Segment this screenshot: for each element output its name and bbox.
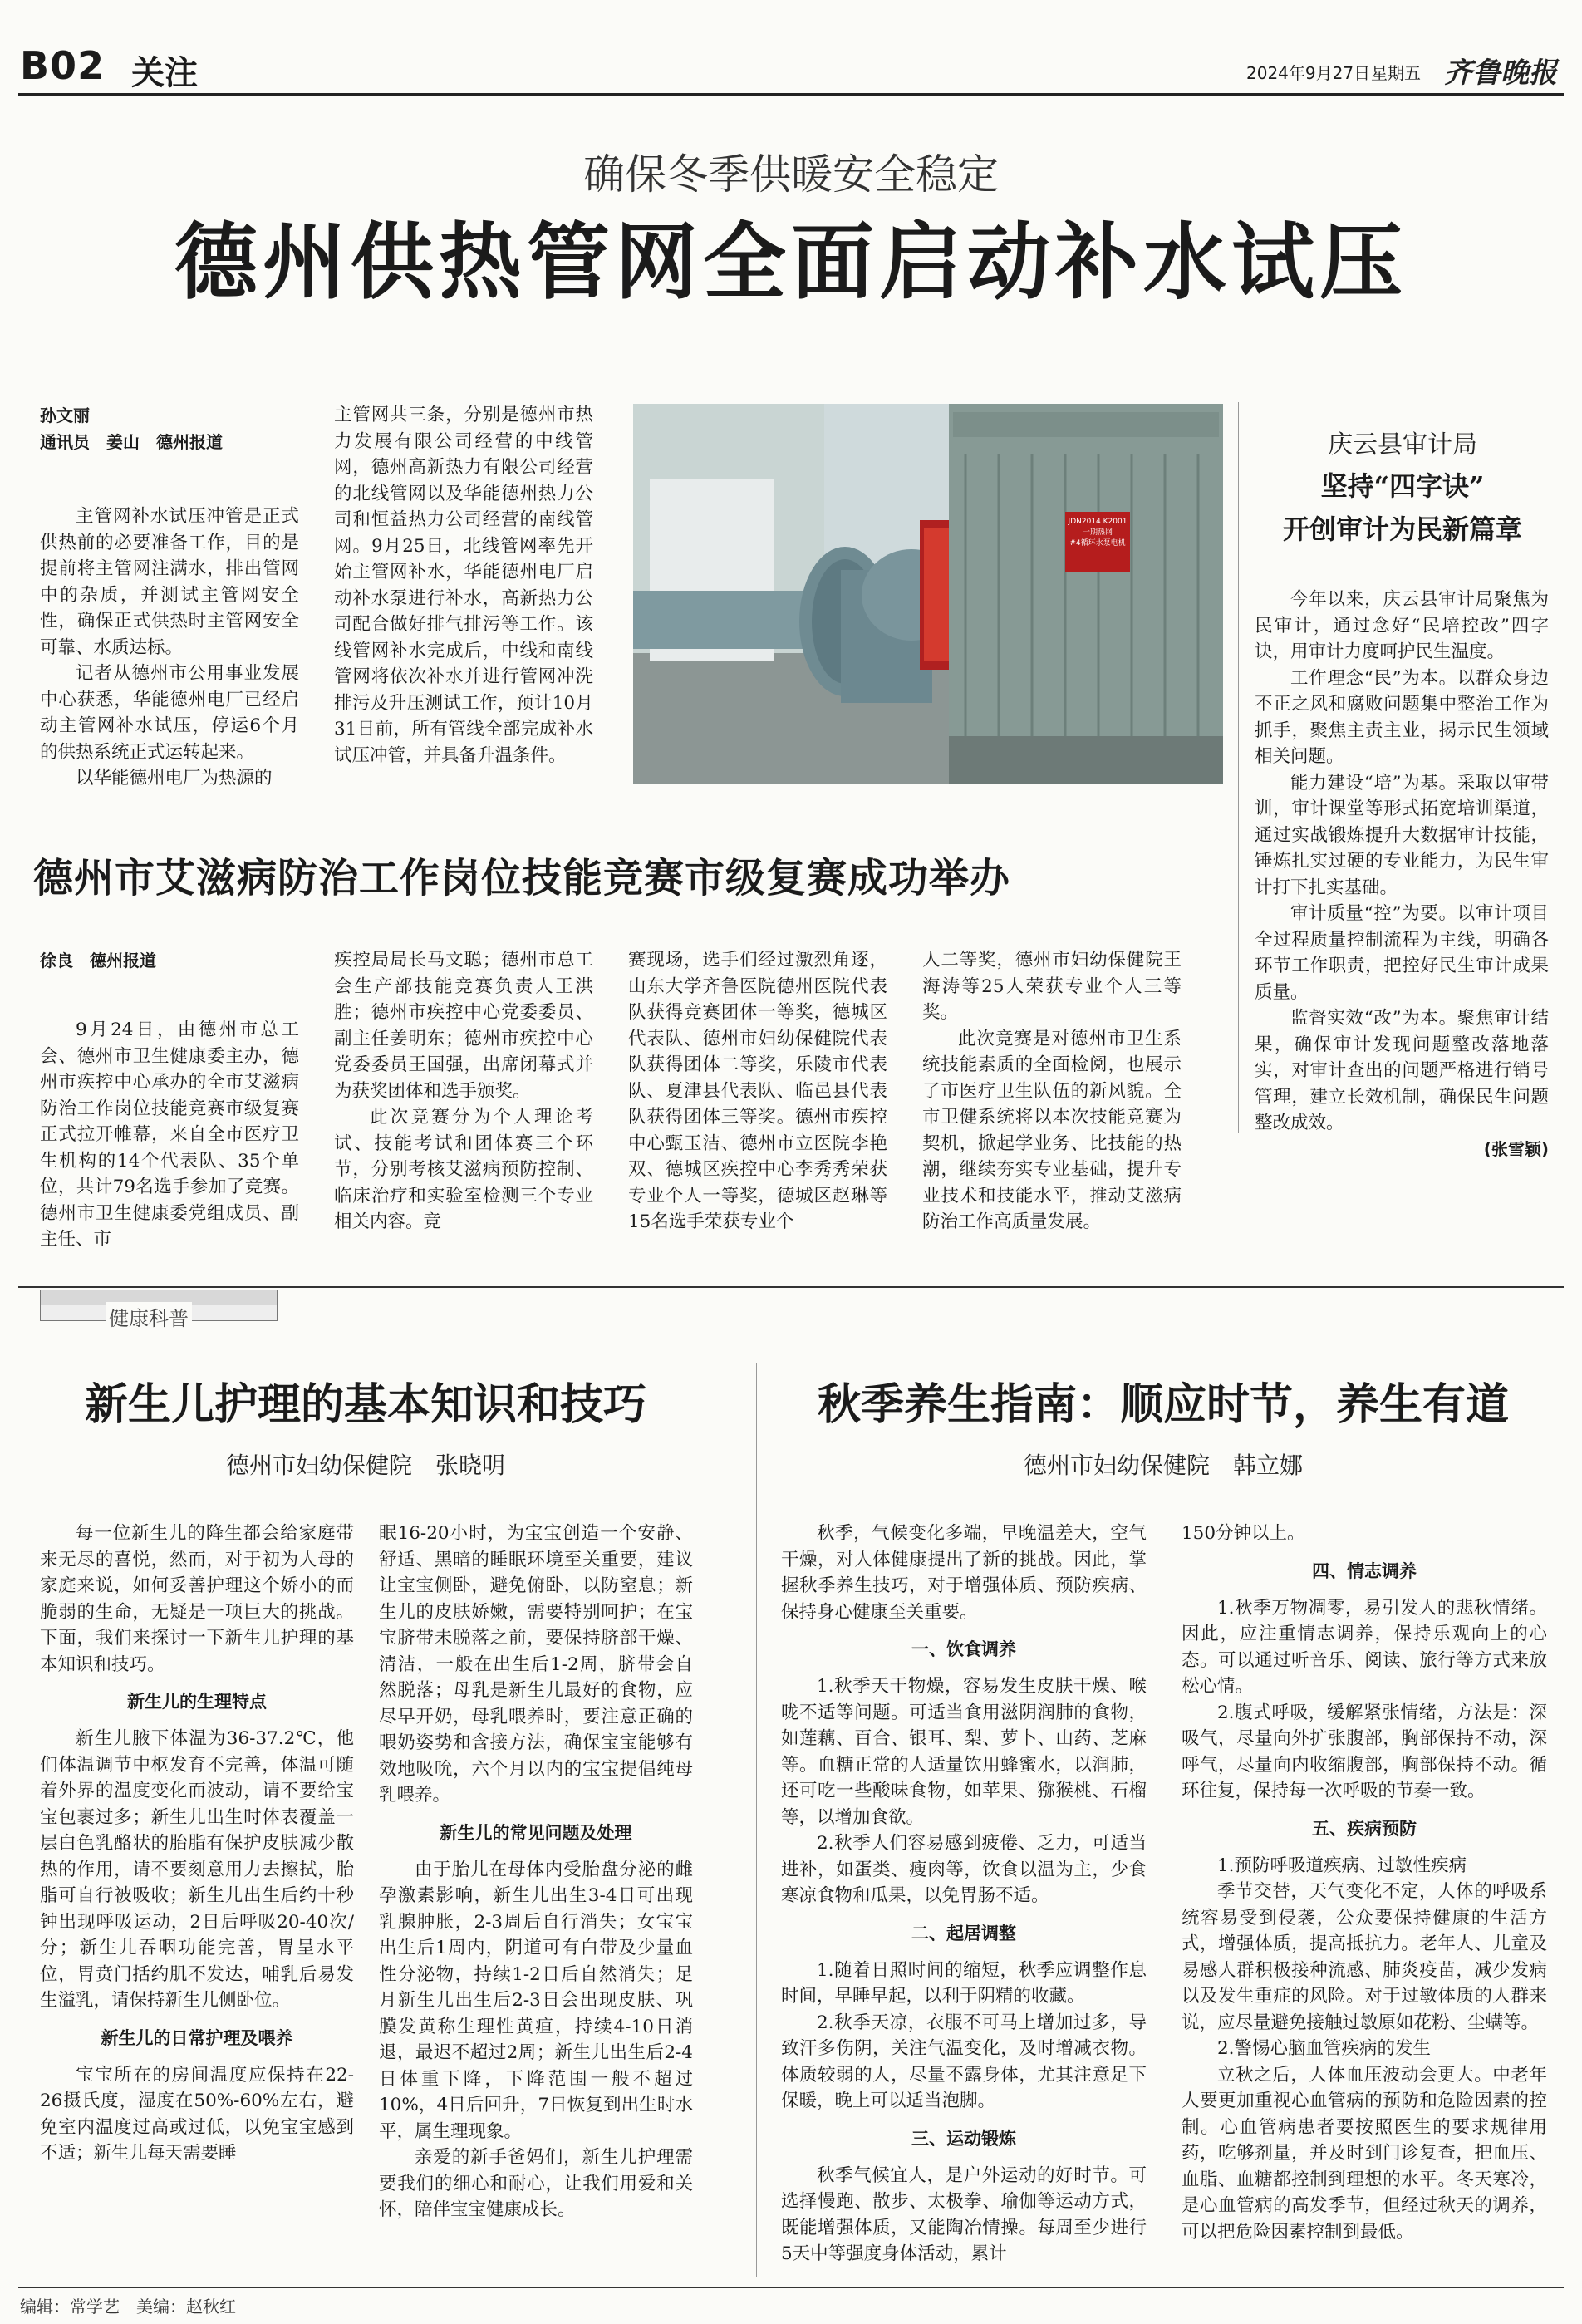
subheading: 一、饮食调养 xyxy=(911,1639,1016,1659)
article1-byline xyxy=(40,402,289,455)
sidebar-body xyxy=(1255,587,1549,1162)
article2-col2 xyxy=(334,947,593,1236)
article3-title: 新生儿护理的基本知识和技巧 xyxy=(84,1379,646,1430)
subheading: 新生儿的日常护理及喂养 xyxy=(101,2027,293,2048)
paragraph: 赛现场，选手们经过激烈角逐，山东大学齐鲁医院德州医院代表队获得竞赛团体一等奖，德城区代表队、德州市妇幼保健院代表队获得团体二等奖，乐陵市代表队、夏津县代表队、临邑县代表队获得团体三等奖。德州市疾控中心甄玉洁、德州市立医院李艳双、德城区疾控中心李秀秀荣获专业个人一等奖，德城区赵琳等15名选手荣获专业个 xyxy=(628,950,887,1232)
article4-byline: 德州市妇幼保健院 韩立娜 xyxy=(1023,1452,1303,1479)
article2-col1 xyxy=(40,1017,299,1253)
article2-col4 xyxy=(922,947,1182,1236)
paragraph: 监督实效“改”为本。聚焦审计结果，确保审计发现问题整改落地落实，对审计查出的问题严格进行销号管理，建立长效机制，确保民生问题整改成效。 xyxy=(1255,1008,1549,1133)
pump-illustration xyxy=(633,404,1223,784)
paragraph: 人二等奖，德州市妇幼保健院王海涛等25人荣获专业个人三等奖。 xyxy=(922,950,1182,1023)
paragraph: 新生儿腋下体温为36-37.2℃，他们体温调节中枢发育不完善，体温可随着外界的温度变化而波动，请不要给宝宝包裹过多；新生儿出生时体表覆盖一层白色乳酪状的胎脂有保护皮肤减少散热的作用，请不要刻意用力去擦拭，胎脂可自行被吸收；新生儿出生后约十秒钟出现呼吸运动，2日后呼吸20-40次/分；新生儿吞咽功能完善，胃呈水平位，胃贲门括约肌不发达，哺乳后易发生溢乳，请保持新生儿侧卧位。 xyxy=(40,1728,354,2011)
section-name: 关注 xyxy=(131,54,198,92)
photo-label xyxy=(1068,517,1128,549)
footer-rule xyxy=(18,2287,1564,2288)
paragraph: 亲爱的新手爸妈们，新生儿护理需要我们的细心和耐心，让我们用爱和关怀，陪伴宝宝健康成长。 xyxy=(379,2147,693,2220)
article3-col2 xyxy=(379,1521,693,2223)
subheading: 四、情志调养 xyxy=(1312,1560,1417,1581)
issue-weekday: 星期五 xyxy=(1371,63,1421,83)
article2-title: 德州市艾滋病防治工作岗位技能竞赛市级复赛成功举办 xyxy=(33,855,1011,902)
article1-photo xyxy=(633,404,1223,784)
article2-col3 xyxy=(628,947,887,1236)
footer-credits: 编辑：常学艺 美编：赵秋红 xyxy=(20,2297,236,2317)
paragraph: 此次竞赛分为个人理论考试、技能考试和团体赛三个环节，分别考核艾滋病预防控制、临床治疗和实验室检测三个专业相关内容。竞 xyxy=(334,1107,593,1232)
paragraph: 立秋之后，人体血压波动会更大。中老年人要更加重视心血管病的预防和危险因素的控制。心血管病患者要按照医生的要求规律用药，吃够剂量，并及时到门诊复查，把血压、血脂、血糖都控制到理想的水平。冬天寒冷，是心血管病的高发季节，但经过秋天的调养，可以把危险因素控制到最低。 xyxy=(1182,2064,1547,2243)
paragraph: 2.秋季人们容易感到疲倦、乏力，可适当进补，如蛋类、瘦肉等，饮食以温为主，少食寒凉食物和瓜果，以免胃肠不适。 xyxy=(781,1833,1147,1906)
photo-label-line: #4循环水泵电机 xyxy=(1069,539,1126,548)
sidebar-author: (张雪颖) xyxy=(1483,1138,1549,1159)
paragraph: 今年以来，庆云县审计局聚焦为民审计，通过念好“民培控改”四字诀，用审计力度呵护民生温度。 xyxy=(1255,589,1549,662)
article1-kicker: 确保冬季供暖安全稳定 xyxy=(583,150,999,199)
paragraph: 秋季，气候变化多端，早晚温差大，空气干燥，对人体健康提出了新的挑战。因此，掌握秋季养生技巧，对于增强体质、预防疾病、保持身心健康至关重要。 xyxy=(781,1523,1147,1623)
paragraph: 1.秋季万物凋零，易引发人的悲秋情绪。因此，应注重情志调养，保持乐观向上的心态。可以通过听音乐、阅读、旅行等方式来放松心情。 xyxy=(1182,1597,1547,1697)
sidebar-title-1: 坚持“四字诀” xyxy=(1320,470,1485,502)
paragraph: 疾控局局长马文聪；德州市总工会生产部技能竞赛负责人王洪胜；德州市疾控中心党委委员、副主任姜明东；德州市疾控中心党委委员王国强，出席闭幕式并为获奖团体和选手颁奖。 xyxy=(334,950,593,1102)
paragraph: 能力建设“培”为基。采取以审带训，审计课堂等形式拓宽培训渠道，通过实战锻炼提升大数据审计技能，锤炼扎实过硬的专业能力，为民生审计打下扎实基础。 xyxy=(1255,772,1549,898)
subheading: 二、起居调整 xyxy=(911,1923,1016,1943)
article4-col2 xyxy=(1182,1521,1547,2245)
paragraph: 2.秋季天凉，衣服不可马上增加过多，导致汗多伤阴，关注气温变化，及时增减衣物。体质较弱的人，尽量不露身体，尤其注意足下保暖，晚上可以适当泡脚。 xyxy=(781,2012,1147,2111)
photo-label-line: JDN2014 K2001 xyxy=(1068,518,1128,526)
paragraph: 1.秋季天干物燥，容易发生皮肤干燥、喉咙不适等问题。可适当食用滋阴润肺的食物，如莲藕、百合、银耳、梨、萝卜、山药、芝麻等。血糖正常的人适量饮用蜂蜜水，以润肺，还可吃一些酸味食物，如苹果、猕猴桃、石榴等，以增加食欲。 xyxy=(781,1676,1147,1828)
byline-reporter: 孙文丽 xyxy=(40,405,90,425)
paragraph: 1.预防呼吸道疾病、过敏性疾病 xyxy=(1217,1855,1467,1876)
article1-title: 德州供热管网全面启动补水试压 xyxy=(174,213,1408,311)
paragraph: 季节交替，天气变化不定，人体的呼吸系统容易受到侵袭，公众要保持健康的生活方式，增强体质，提高抵抗力。老年人、儿童及易感人群积极接种流感、肺炎疫苗，减少发病以及发生重症的风险。对于过敏体质的人群来说，应尽量避免接触过敏原如花粉、尘螨等。 xyxy=(1182,1881,1547,2033)
paragraph: 9月24日，由德州市总工会、德州市卫生健康委主办，德州市疾控中心承办的全市艾滋病防治工作岗位技能竞赛市级复赛正式拉开帷幕，来自全市医疗卫生机构的14个代表队、35个单位，共计79名选手参加了竞赛。德州市卫生健康委党组成员、副主任、市 xyxy=(40,1020,299,1250)
paragraph: 由于胎儿在母体内受胎盘分泌的雌孕激素影响，新生儿出生3-4日可出现乳腺肿胀，2-3周后自行消失；女宝宝出生后1周内，阴道可有白带及少量血性分泌物，持续1-2日后自然消失；足月新生儿出生后2-3日会出现皮肤、巩膜发黄称生理性黄疸，持续4-10日消退，最迟不超过2周；新生儿出生后2-4日体重下降，下降范围一般不超过10%，4日后回升，7日恢复到出生时水平，属生理现象。 xyxy=(379,1859,693,2142)
health-section-label: 健康科普 xyxy=(106,1302,192,1331)
paragraph: 2.腹式呼吸，缓解紧张情绪，方法是：深吸气，尽量向外扩张腹部，胸部保持不动，深呼气，尽量向内收缩腹部，胸部保持不动。循环往复，保持每一次呼吸的节奏一致。 xyxy=(1182,1702,1547,1801)
paragraph: 眠16-20小时，为宝宝创造一个安静、舒适、黑暗的睡眠环境至关重要，建议让宝宝侧卧，避免俯卧，以防窒息；新生儿的皮肤娇嫩，需要特别呵护；在宝宝脐带未脱落之前，要保持脐部干燥、清洁，一般在出生后1-2周，脐带会自然脱落；母乳是新生儿最好的食物，应尽早开奶，母乳喂养时，要注意正确的喂奶姿势和含接方法，确保宝宝能够有效地吸吮，六个月以内的宝宝提倡纯母乳喂养。 xyxy=(379,1523,693,1806)
sidebar-title-2: 开创审计为民新篇章 xyxy=(1282,513,1522,545)
paragraph: 宝宝所在的房间温度应保持在22-26摄氏度，湿度在50%-60%左右，避免室内温度过高或过低，以免宝宝感到不适；新生儿每天需要睡 xyxy=(40,2064,354,2164)
health-section-tag xyxy=(40,1290,278,1330)
subheading: 三、运动锻炼 xyxy=(911,2128,1016,2149)
paragraph: 以华能德州电厂为热源的 xyxy=(76,768,273,789)
column-divider xyxy=(756,1363,757,2277)
page-code: B02 xyxy=(20,43,106,88)
byline-correspondent: 通讯员 姜山 德州报道 xyxy=(40,432,223,452)
paragraph: 主管网共三条，分别是德州市热力发展有限公司经营的中线管网，德州高新热力有限公司经营的北线管网以及华能德州热力公司和恒益热力公司经营的南线管网。9月25日，北线管网率先开始主管网补水，华能德州电厂启动补水泵进行补水，高新热力公司配合做好排气排污等工作。该线管网补水完成后，中线和南线管网将依次补水并进行管网冲洗排污及升压测试工作，预计10月31日前，所有管线全部完成补水试压冲管，并具备升温条件。 xyxy=(334,405,593,766)
paragraph: 每一位新生儿的降生都会给家庭带来无尽的喜悦，然而，对于初为人母的家庭来说，如何妥善护理这个娇小的而脆弱的生命，无疑是一项巨大的挑战。下面，我们来探讨一下新生儿护理的基本知识和技巧。 xyxy=(40,1523,354,1675)
article3-col1 xyxy=(40,1521,354,2167)
header-rule xyxy=(18,93,1564,96)
sidebar-divider xyxy=(1238,402,1239,1133)
masthead-logo: 齐鲁晚报 xyxy=(1444,57,1557,90)
paragraph: 2.警惕心脑血管疾病的发生 xyxy=(1217,2038,1432,2059)
article1-col2 xyxy=(334,402,593,769)
issue-date: 2024年9月27日 xyxy=(1246,63,1371,83)
page-header xyxy=(0,0,1582,92)
paragraph: 记者从德州市公用事业发展中心获悉，华能德州电厂已经启动主管网补水试压，停运6个月的供热系统正式运转起来。 xyxy=(40,663,299,763)
paragraph: 秋季气候宜人，是户外运动的好时节。可选择慢跑、散步、太极拳、瑜伽等运动方式，既能增强体质，又能陶冶情操。每周至少进行5天中等强度身体活动，累计 xyxy=(781,2164,1147,2264)
subheading: 新生儿的常见问题及处理 xyxy=(440,1822,632,1843)
article4-col1 xyxy=(781,1521,1147,2267)
subheading: 新生儿的生理特点 xyxy=(127,1692,267,1712)
paragraph: 审计质量“控”为要。以审计项目全过程质量控制流程为主线，明确各环节工作职责，把控好民生审计成果质量。 xyxy=(1255,903,1549,1003)
paragraph: 150分钟以上。 xyxy=(1182,1523,1305,1544)
subheading: 五、疾病预防 xyxy=(1312,1818,1417,1839)
health-section-rule xyxy=(18,1286,1564,1288)
article2-byline: 徐良 德州报道 xyxy=(40,951,156,970)
paragraph: 主管网补水试压冲管是正式供热前的必要准备工作，目的是提前将主管网注满水，排出管网中的杂质，并测试主管网安全性，确保正式供热时主管网安全可靠、水质达标。 xyxy=(40,506,299,658)
paragraph: 工作理念“民”为本。以群众身边不正之风和腐败问题集中整治工作为抓手，聚焦主责主业，揭示民生领域相关问题。 xyxy=(1255,667,1549,767)
article1-col1 xyxy=(40,504,299,792)
photo-label-line: 一期热网 xyxy=(1082,528,1113,537)
article4-title: 秋季养生指南：顺应时节，养生有道 xyxy=(817,1379,1509,1430)
paragraph: 此次竞赛是对德州市卫生系统技能素质的全面检阅，也展示了市医疗卫生队伍的新风貌。全市卫健系统将以本次技能竞赛为契机，掀起学业务、比技能的热潮，继续夯实专业基础，提升专业技术和技能水平，推动艾滋病防治工作高质量发展。 xyxy=(922,1028,1182,1232)
article3-byline: 德州市妇幼保健院 张晓明 xyxy=(225,1452,505,1479)
sidebar-org: 庆云县审计局 xyxy=(1328,430,1477,459)
paragraph: 1.随着日照时间的缩短，秋季应调整作息时间，早睡早起，以利于阴精的收藏。 xyxy=(781,1959,1147,2007)
